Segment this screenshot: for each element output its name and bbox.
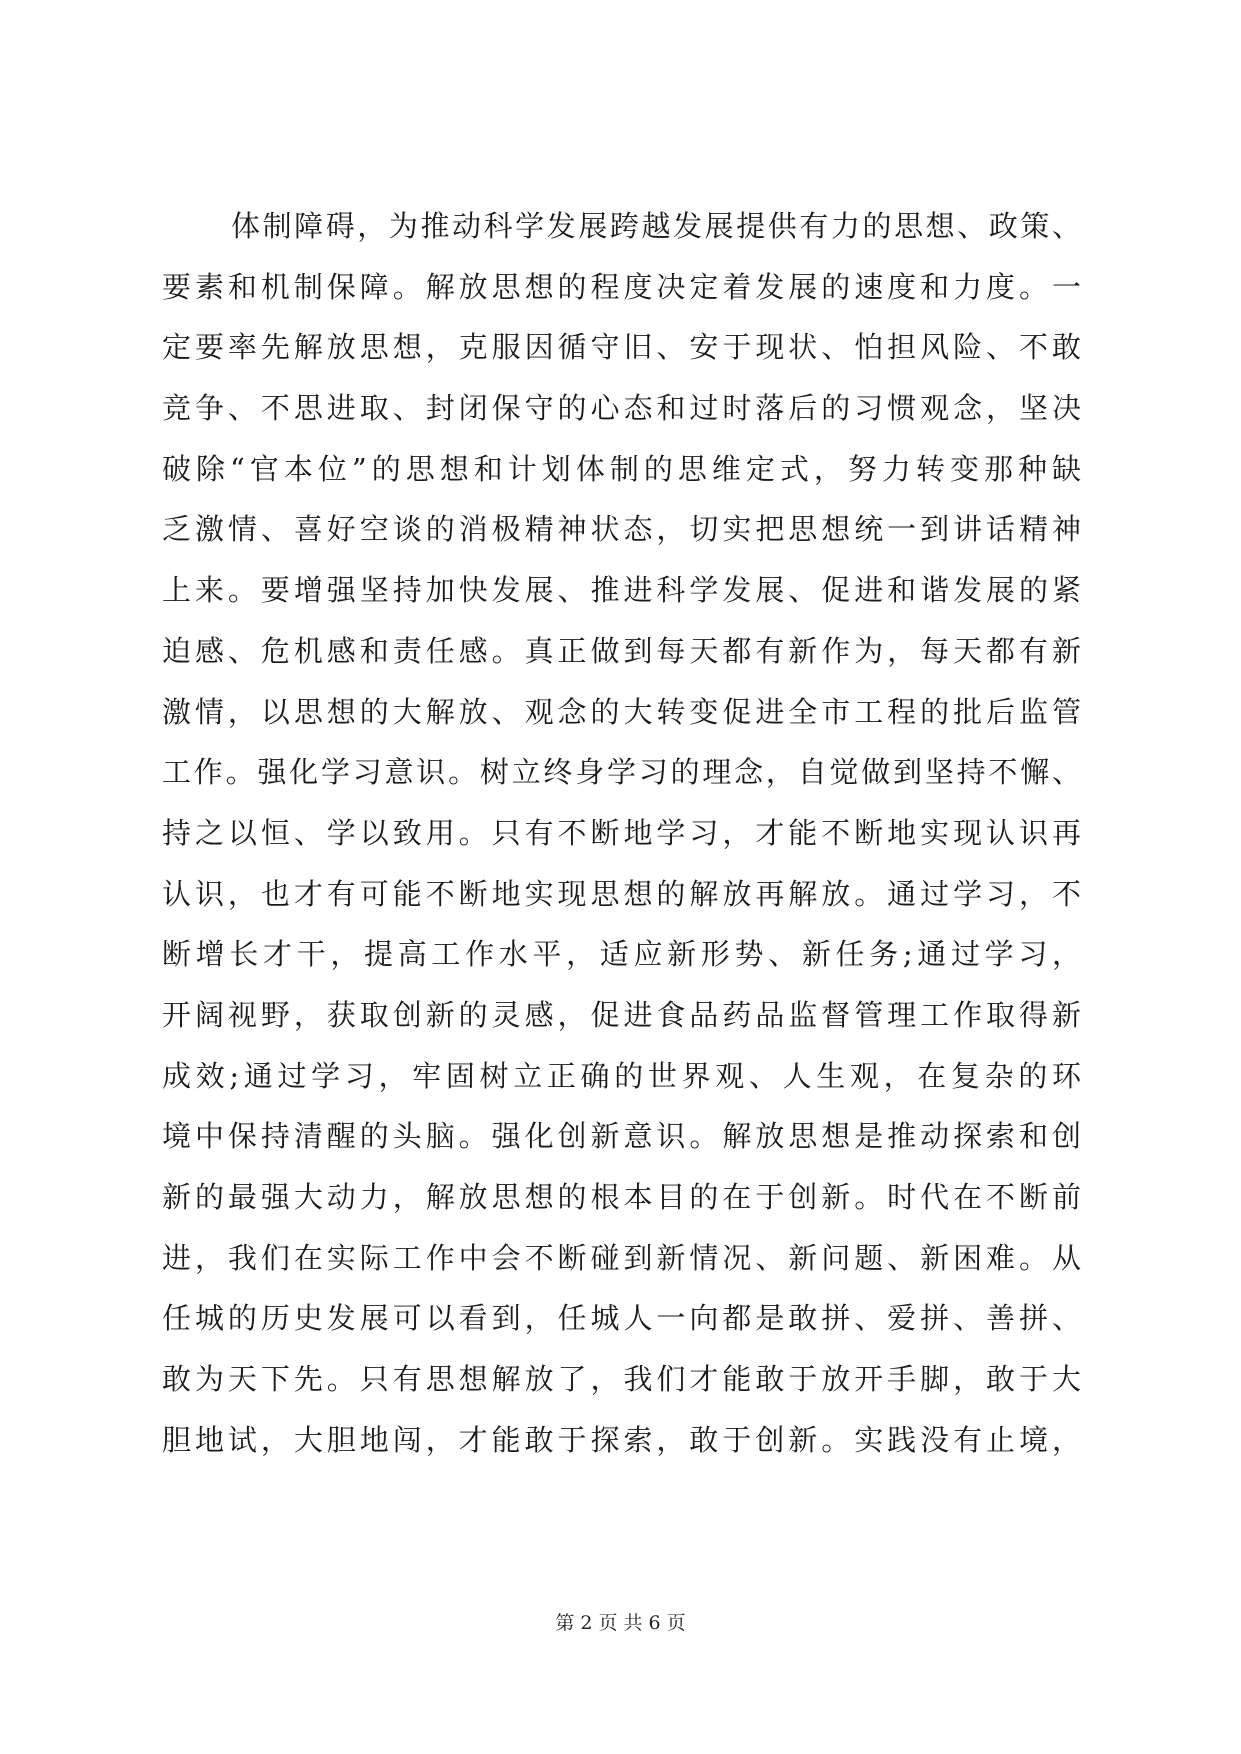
text-line: 胆地试，大胆地闯，才能敢于探索，敢于创新。实践没有止境， [162, 1422, 1082, 1457]
text-line: 乏激情、喜好空谈的消极精神状态，切实把思想统一到讲话精神 [162, 512, 1082, 547]
text-line: 破除“官本位”的思想和计划体制的思维定式，努力转变那种缺 [162, 451, 1082, 486]
text-line: 断增长才干，提高工作水平，适应新形势、新任务;通过学习， [162, 937, 1082, 972]
text-line: 任城的历史发展可以看到，任城人一向都是敢拼、爱拼、善拼、 [162, 1301, 1082, 1336]
text-line: 激情，以思想的大解放、观念的大转变促进全市工程的批后监管 [162, 694, 1082, 729]
text-line: 开阔视野，获取创新的灵感，促进食品药品监督管理工作取得新 [162, 997, 1082, 1032]
text-line: 工作。强化学习意识。树立终身学习的理念，自觉做到坚持不懈、 [162, 755, 1082, 790]
text-line: 上来。要增强坚持加快发展、推进科学发展、促进和谐发展的紧 [162, 573, 1082, 608]
body-text [162, 196, 1082, 1470]
text-line: 敢为天下先。只有思想解放了，我们才能敢于放开手脚，敢于大 [162, 1362, 1082, 1397]
text-line: 体制障碍，为推动科学发展跨越发展提供有力的思想、政策、 [231, 209, 1082, 243]
text-line: 认识，也才有可能不断地实现思想的解放再解放。通过学习，不 [162, 876, 1082, 911]
text-line: 新的最强大动力，解放思想的根本目的在于创新。时代在不断前 [162, 1180, 1082, 1214]
text-line: 迫感、危机感和责任感。真正做到每天都有新作为，每天都有新 [162, 633, 1082, 668]
page-number-footer: 第 2 页 共 6 页 [555, 1612, 686, 1634]
text-line: 进，我们在实际工作中会不断碰到新情况、新问题、新困难。从 [162, 1240, 1082, 1275]
text-line: 竞争、不思进取、封闭保守的心态和过时落后的习惯观念，坚决 [162, 391, 1082, 426]
text-line: 持之以恒、学以致用。只有不断地学习，才能不断地实现认识再 [162, 815, 1082, 850]
text-line: 定要率先解放思想，克服因循守旧、安于现状、怕担风险、不敢 [162, 330, 1082, 365]
text-line: 境中保持清醒的头脑。强化创新意识。解放思想是推动探索和创 [162, 1119, 1082, 1154]
text-line: 要素和机制保障。解放思想的程度决定着发展的速度和力度。一 [162, 269, 1082, 304]
text-line: 成效;通过学习，牢固树立正确的世界观、人生观，在复杂的环 [162, 1058, 1082, 1093]
